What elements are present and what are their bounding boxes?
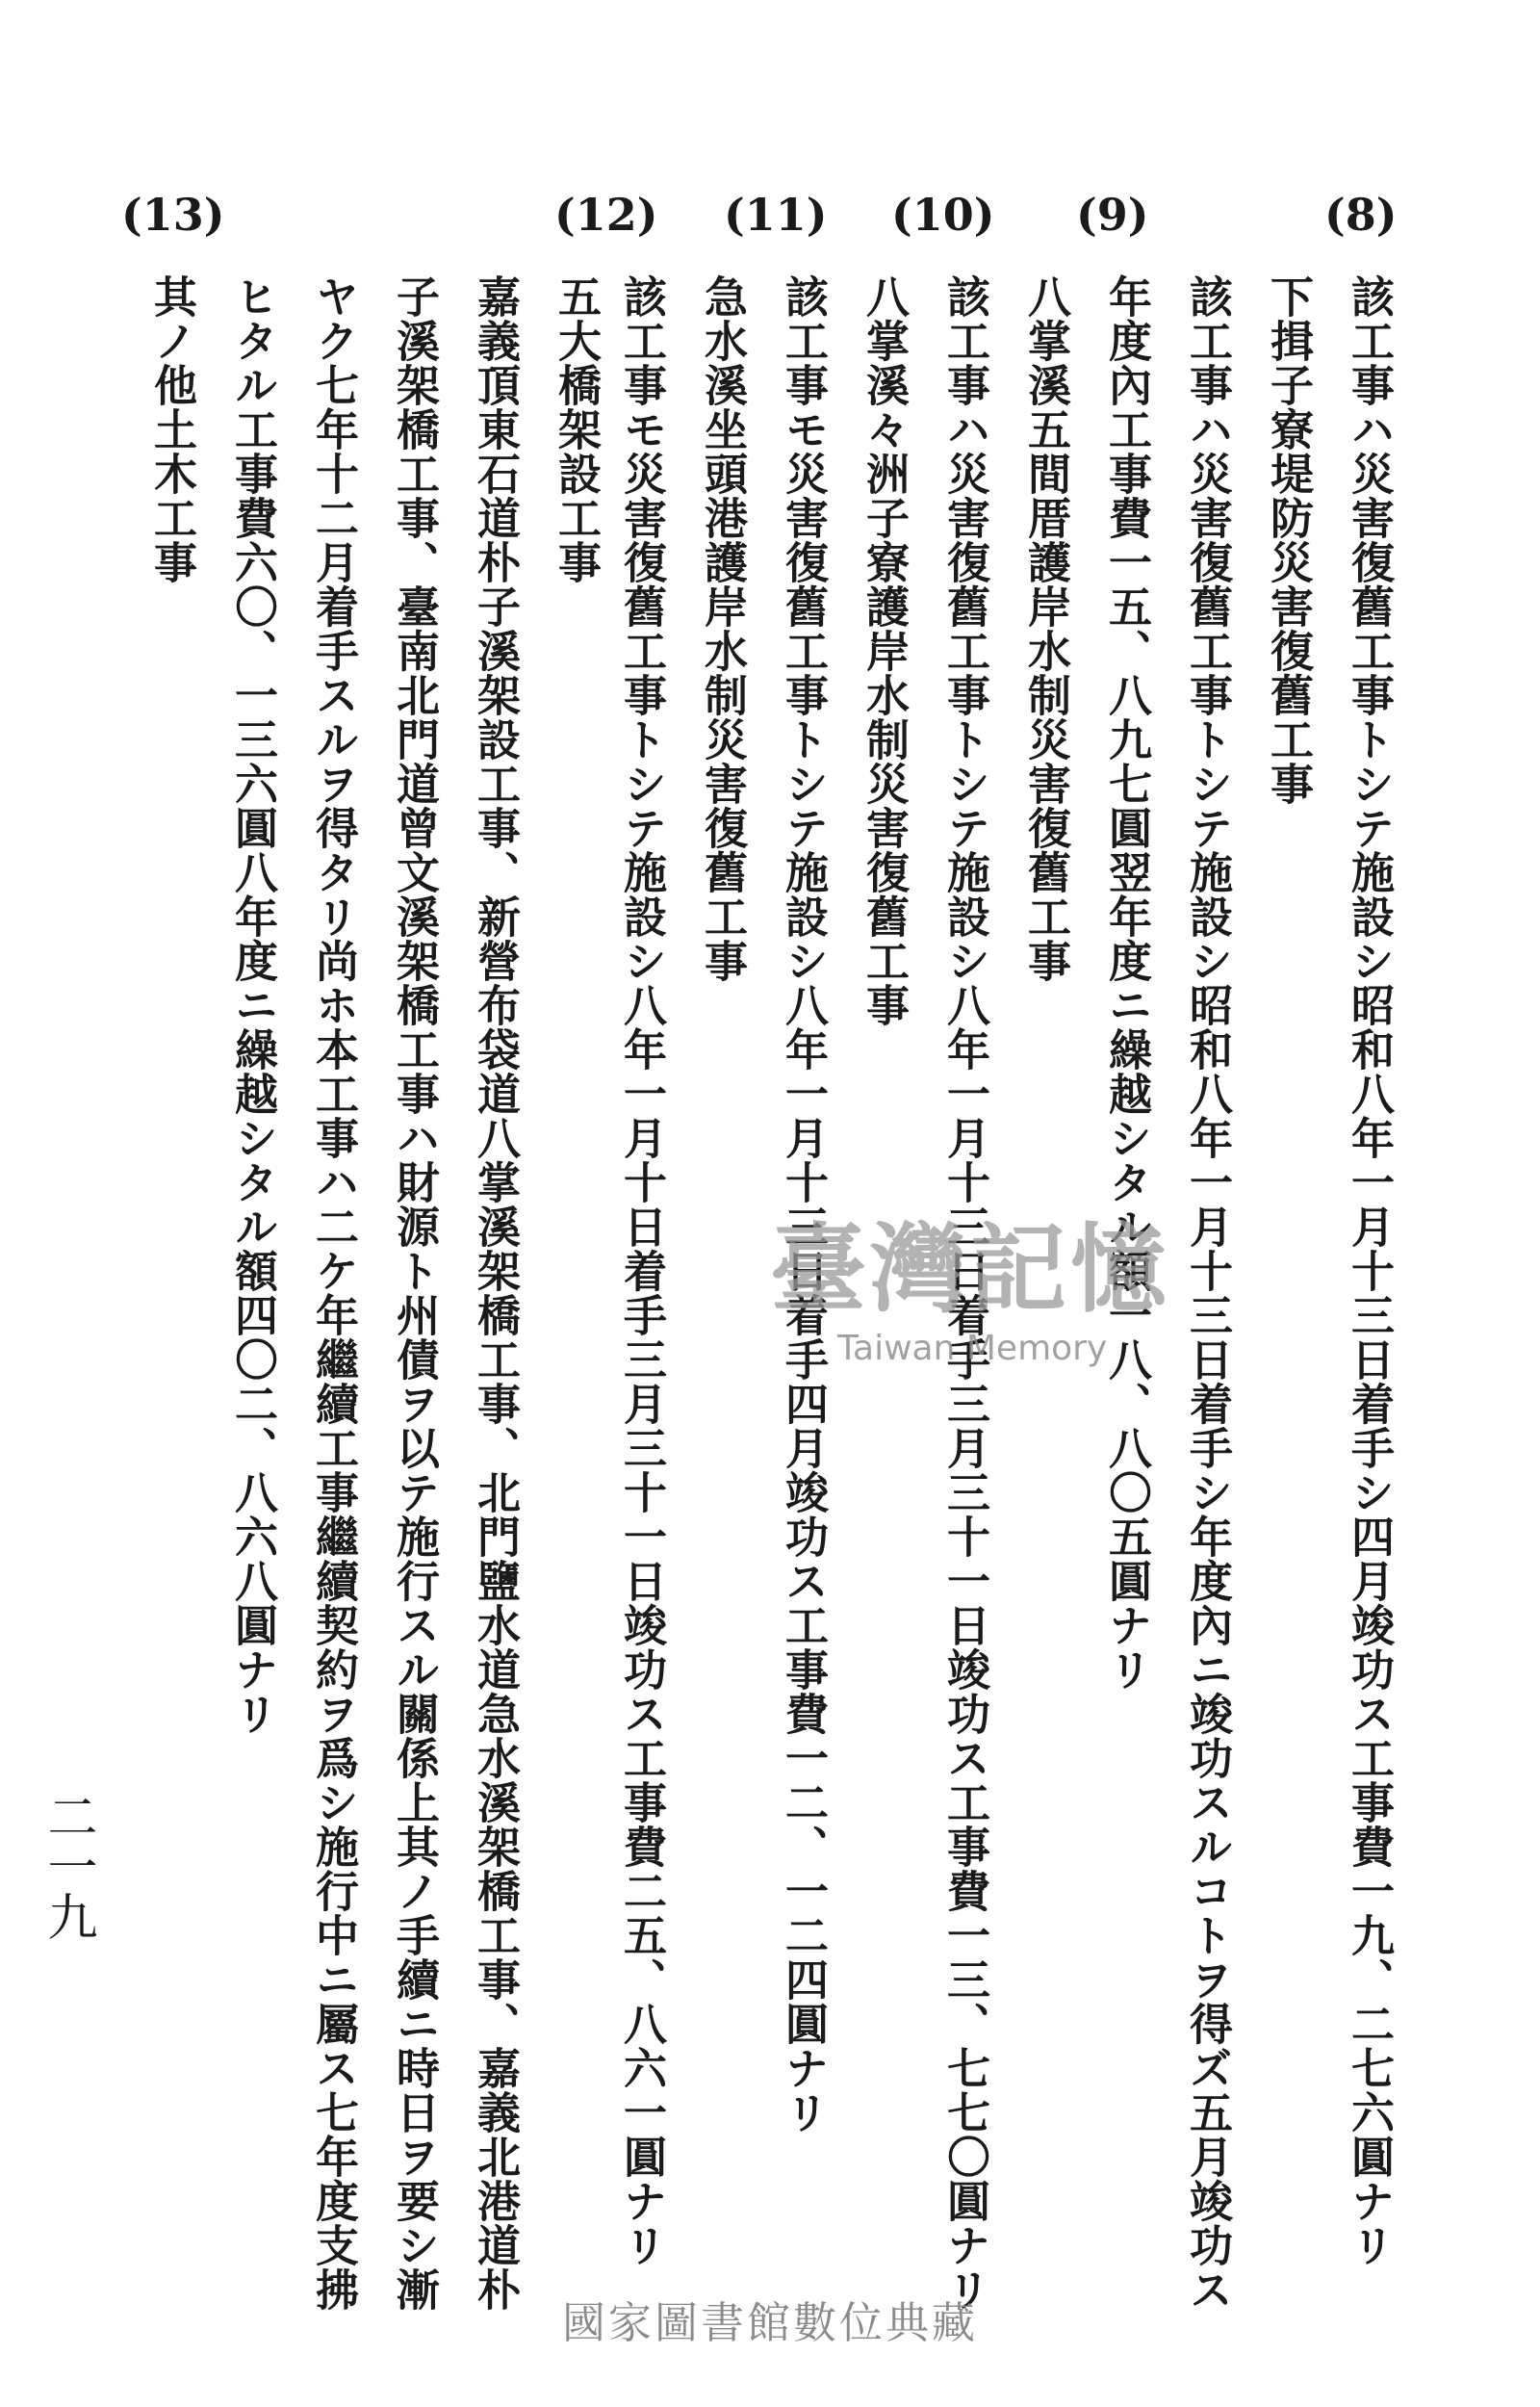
text-column: 該工事モ災害復舊工事トシテ施設シ八年一月十日着手三月三十一日竣功ス工事費二五、八六一圓ナリ <box>616 274 667 2267</box>
text-column: 該工事ハ災害復舊工事トシテ施設シ八年一月十三日着手三月三十一日竣功ス工事費一三、七七〇圓ナリ <box>939 274 990 2312</box>
section-number-8: (8) <box>1324 189 1398 241</box>
text-column: 子溪架橋工事、臺南北門道曾文溪架橋工事ハ財源ト州債ヲ以テ施行スル關係上其ノ手續ニ時日ヲ要シ漸 <box>389 274 440 2312</box>
watermark-subtitle: Taiwan Memory <box>837 1329 1108 1368</box>
section-number-10: (10) <box>891 189 995 241</box>
text-column: 該工事ハ災害復舊工事トシテ施設シ昭和八年一月十三日着手シ年度內ニ竣功スルコトヲ得ズ五月竣功ス <box>1182 274 1233 2312</box>
section-heading-13: 其ノ他土木工事 <box>146 274 197 584</box>
section-heading-9: 八掌溪五間厝護岸水制災害復舊工事 <box>1020 274 1071 983</box>
section-number-12: (12) <box>554 189 658 241</box>
text-column: 該工事モ災害復舊工事トシテ施設シ八年一月十三日着手四月竣功ス工事費一二、一二四圓ナリ <box>778 274 829 2135</box>
section-heading-11: 急水溪坐頭港護岸水制災害復舊工事 <box>697 274 748 983</box>
section-heading-12: 五大橋架設工事 <box>551 274 602 584</box>
section-number-11: (11) <box>724 189 828 241</box>
text-column: ヒタル工事費六〇、一三六圓八年度ニ繰越シタル額四〇二、八六八圓ナリ <box>227 274 278 1736</box>
section-heading-10: 八掌溪々洲子寮護岸水制災害復舊工事 <box>859 274 910 1027</box>
watermark-logo: 臺灣記憶 <box>770 1212 1170 1326</box>
footer-archive-label: 國家圖書館數位典藏 <box>561 2297 978 2348</box>
text-column: ヤク七年十二月着手スルヲ得タリ尚ホ本工事ハ二ケ年繼續工事繼續契約ヲ爲シ施行中ニ屬ス七年度支拂 <box>308 274 359 2312</box>
page-number: 二一九 <box>38 1791 96 1941</box>
section-number-13: (13) <box>121 189 225 241</box>
section-heading-8: 下揖子寮堤防災害復舊工事 <box>1263 274 1314 806</box>
section-number-9: (9) <box>1076 189 1149 241</box>
text-column: 年度內工事費一五、八九七圓翌年度ニ繰越シタル額一八、八〇五圓ナリ <box>1101 274 1152 1692</box>
text-column: 嘉義頂東石道朴子溪架設工事、新營布袋道八掌溪架橋工事、北門鹽水道急水溪架橋工事、嘉義北港道朴 <box>470 274 521 2312</box>
text-column: 該工事ハ災害復舊工事トシテ施設シ昭和八年一月十三日着手シ四月竣功ス工事費一九、二七六圓ナリ <box>1344 274 1395 2267</box>
